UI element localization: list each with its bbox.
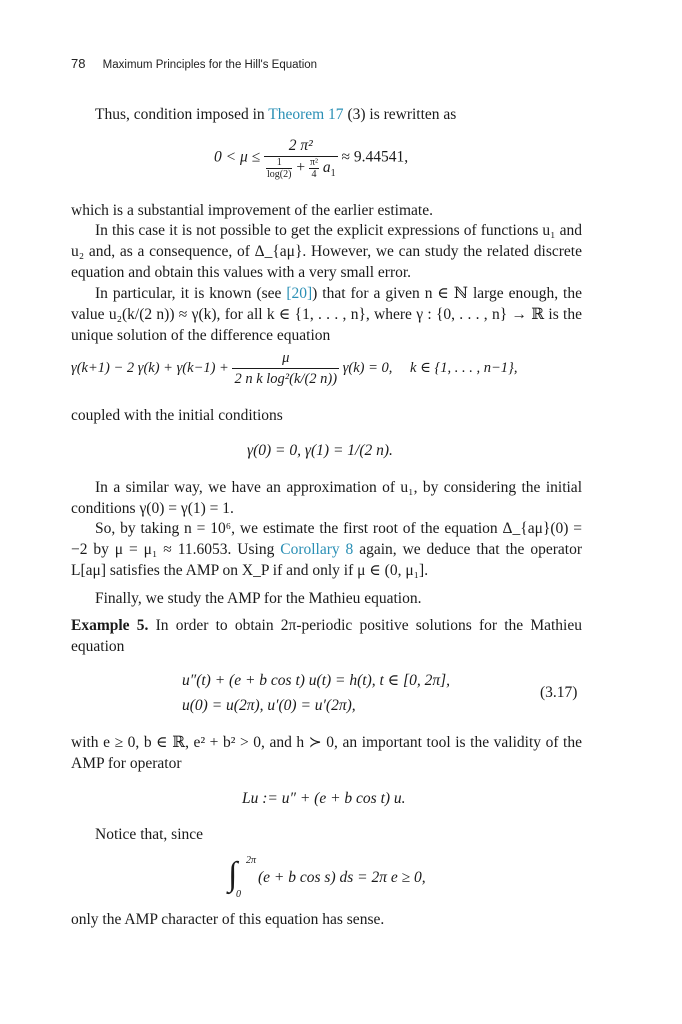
frac-denominator: 2 n k log²(k/(2 n)) bbox=[234, 371, 338, 387]
running-header bbox=[71, 56, 317, 71]
paragraph-closing: only the AMP character of this equation has sense. bbox=[71, 911, 385, 928]
text-span: ) that for a given n ∈ ℕ large enough, the value u₂(k/(2 n)) ≈ γ(k), for all k ∈ {1, . . . , n}, where γ : {0, . . . , n} → ℝ is the unique solution of the difference equation bbox=[71, 285, 582, 344]
equation-mathieu-line1: u″(t) + (e + b cos t) u(t) = h(t), t ∈ [0, 2π], bbox=[182, 672, 451, 689]
equation-mathieu-line2: u(0) = u(2π), u′(0) = u′(2π), bbox=[182, 697, 356, 714]
example-5 bbox=[71, 615, 582, 657]
equation-difference bbox=[71, 348, 517, 389]
fraction bbox=[232, 348, 339, 389]
equation-mu-bound bbox=[214, 136, 408, 180]
text-span: again, we deduce that the operator L[aμ] satisfies the AMP on X_P if and only if μ ∈ (0, μ₁]. bbox=[71, 541, 582, 579]
page-number: 78 bbox=[71, 56, 86, 71]
paragraph-conditions: with e ≥ 0, b ∈ ℝ, e² + b² > 0, and h ≻ 0, an important tool is the validity of the AMP for operator bbox=[71, 734, 582, 772]
integral-upper-limit: 2π bbox=[246, 855, 257, 866]
paragraph-approximation: In a similar way, we have an approximation of u₁, by considering the initial conditions γ(0) = γ(1) = 1. bbox=[71, 479, 582, 517]
paragraph-explicit: In this case it is not possible to get the explicit expressions of functions u₁ and u₂ and, as a consequence, of Δ_{aμ}. However, we can study the related discrete equation and obtain this values with a very small error. bbox=[71, 222, 582, 281]
example-text: In order to obtain 2π-periodic positive solutions for the Mathieu equation bbox=[71, 617, 582, 655]
text-span: Thus, condition imposed in bbox=[95, 106, 269, 123]
equation-operator: Lu := u″ + (e + b cos t) u. bbox=[242, 790, 406, 807]
paragraph-coupled: coupled with the initial conditions bbox=[71, 407, 283, 424]
equation-number: (3.17) bbox=[540, 684, 578, 701]
eq-rhs: ≈ 9.44541, bbox=[341, 148, 409, 166]
running-title: Maximum Principles for the Hill's Equation bbox=[102, 59, 318, 71]
example-label: Example 5. bbox=[71, 617, 149, 634]
frac-denominator: $\frac{1}{\log(2)}$ + $\frac{\text{π²}}{4}$ $a_1$ bbox=[267, 157, 336, 180]
integral-sign: ∫ bbox=[228, 856, 238, 893]
equation-integral: (e + b cos s) ds = 2π e ≥ 0, bbox=[258, 869, 426, 886]
paragraph-root bbox=[71, 518, 582, 581]
reference-20-link[interactable]: [20] bbox=[286, 285, 313, 302]
paragraph-notice: Notice that, since bbox=[95, 826, 204, 843]
equation-initial-conditions: γ(0) = 0, γ(1) = 1/(2 n). bbox=[247, 442, 393, 459]
paragraph-theorem-ref bbox=[71, 104, 582, 125]
text-span: In particular, it is known (see bbox=[95, 285, 287, 302]
corollary-8-link[interactable]: Corollary 8 bbox=[280, 541, 354, 558]
eq-lhs: γ(k+1) − 2 γ(k) + γ(k−1) + bbox=[71, 359, 229, 376]
eq-condition: k ∈ {1, . . . , n−1}, bbox=[410, 359, 518, 376]
paragraph-improvement: which is a substantial improvement of the earlier estimate. bbox=[71, 202, 433, 219]
frac-numerator: 2 π² bbox=[264, 136, 338, 157]
paragraph-discrete bbox=[71, 283, 582, 346]
eq-rhs: γ(k) = 0, bbox=[342, 359, 393, 376]
text-span: So, by taking n = 10⁶, we estimate the first root of the equation Δ_{aμ}(0) = −2 by μ = μ₁ ≈ 11.6053. Using bbox=[71, 520, 582, 558]
frac-numerator: μ bbox=[232, 348, 339, 369]
eq-lhs: 0 < μ ≤ bbox=[214, 148, 261, 166]
integral-lower-limit: 0 bbox=[236, 889, 241, 900]
theorem-17-link[interactable]: Theorem 17 bbox=[268, 106, 344, 123]
text-span: (3) is rewritten as bbox=[343, 106, 457, 123]
fraction bbox=[264, 136, 338, 180]
paragraph-mathieu-intro: Finally, we study the AMP for the Mathieu equation. bbox=[95, 590, 422, 607]
